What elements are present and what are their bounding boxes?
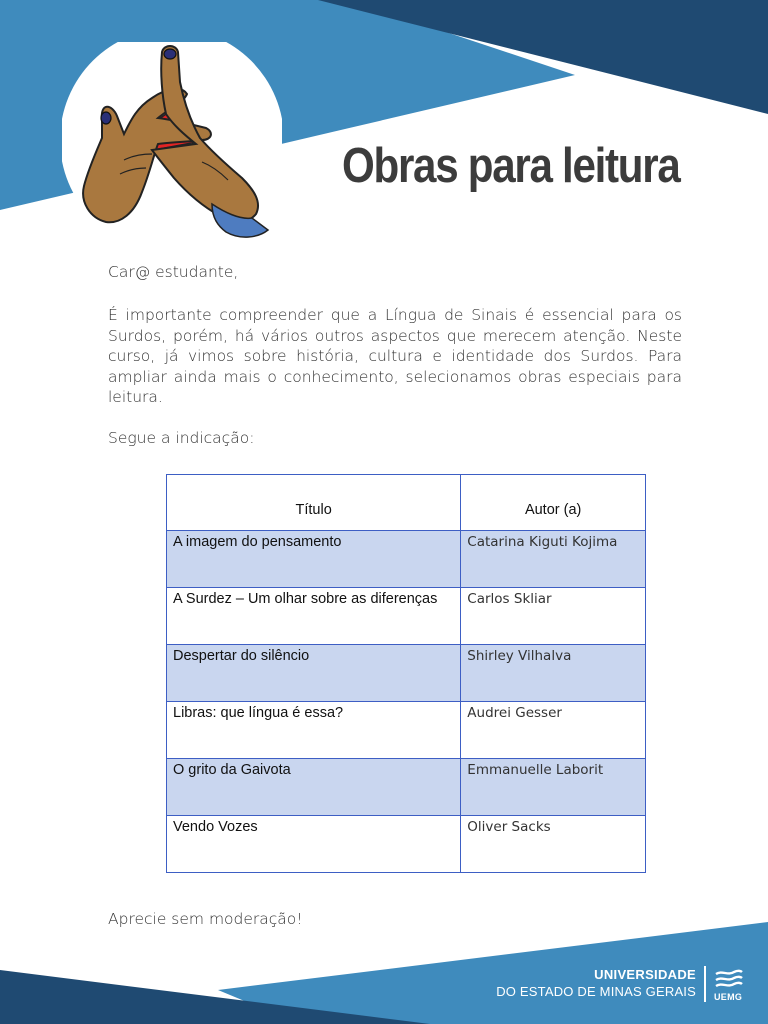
table-row: [167, 531, 646, 588]
letter-followup: Segue a indicação:: [108, 429, 255, 447]
book-author: Emmanuelle Laborit: [461, 759, 646, 816]
book-author: Shirley Vilhalva: [461, 645, 646, 702]
page-title: Obras para leitura: [342, 139, 680, 193]
footer-divider: [704, 966, 706, 1002]
book-author: Oliver Sacks: [461, 816, 646, 873]
table-header-row: [167, 475, 646, 531]
header-title: Título: [167, 475, 461, 531]
footer-state: DO ESTADO DE MINAS GERAIS: [496, 984, 696, 999]
table-row: [167, 645, 646, 702]
table-row: [167, 759, 646, 816]
header-author: Autor (a): [461, 475, 646, 531]
letter-paragraph: É importante compreender que a Língua de Sinais é essencial para os Surdos, porém, há vários outros aspectos que merecem atenção. Neste curso, já vimos sobre história, cultura e identidade dos Surdos. Para ampliar ainda mais o conhecimento, selecionamos obras especiais para leitura.: [108, 306, 682, 406]
footer-university-name: [496, 967, 696, 1000]
book-title: A Surdez – Um olhar sobre as diferenças: [167, 588, 461, 645]
uemg-logo-label: UEMG: [714, 992, 743, 1002]
table-row: [167, 702, 646, 759]
letter-closing: Aprecie sem moderação!: [108, 910, 303, 928]
uemg-logo-icon: [714, 968, 750, 1002]
book-title: Despertar do silêncio: [167, 645, 461, 702]
book-title: Vendo Vozes: [167, 816, 461, 873]
table-row: [167, 588, 646, 645]
book-author: Audrei Gesser: [461, 702, 646, 759]
book-title: O grito da Gaivota: [167, 759, 461, 816]
book-author: Catarina Kiguti Kojima: [461, 531, 646, 588]
book-title: A imagem do pensamento: [167, 531, 461, 588]
sign-language-hands-icon: [62, 42, 282, 252]
book-author: Carlos Skliar: [461, 588, 646, 645]
book-title: Libras: que língua é essa?: [167, 702, 461, 759]
books-table: [166, 474, 646, 873]
uemg-mark-icon: [714, 968, 744, 988]
letter-greeting: Car@ estudante,: [108, 263, 239, 281]
footer-university: UNIVERSIDADE: [594, 967, 696, 982]
table-row: [167, 816, 646, 873]
